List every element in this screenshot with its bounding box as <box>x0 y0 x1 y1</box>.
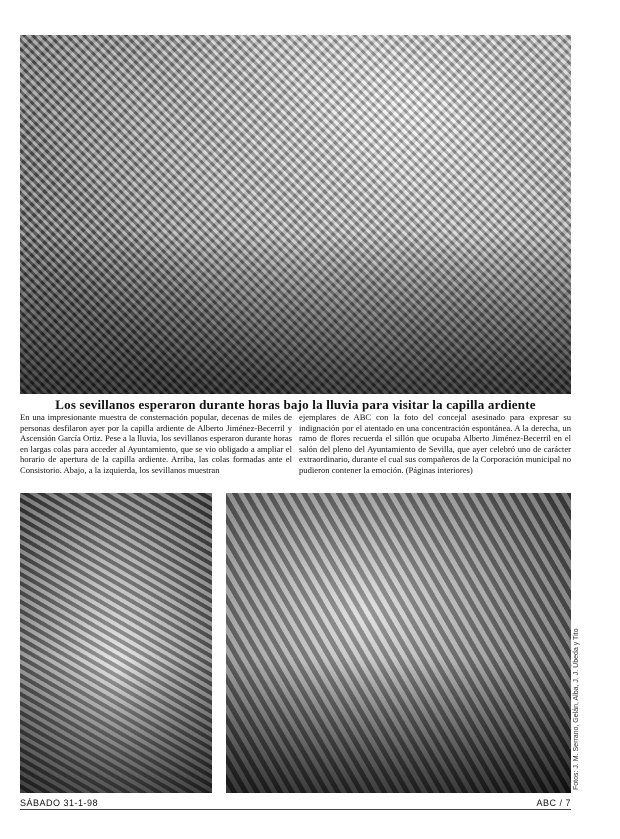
photo-credit: Fotos: J. M. Serrano, Gelán, Alba, J. J. Úbeda y Tito <box>573 628 580 790</box>
headline: Los sevillanos esperaron durante horas bajo la lluvia para visitar la capilla ardiente <box>55 397 536 412</box>
bottom-left-photo <box>20 493 212 793</box>
caption-column-left: En una impresionante muestra de consternación popular, decenas de miles de personas desfilaron ayer por la capilla ardiente de Alberto Jiménez-Becerril y Ascensión García Ortiz. Pese a la lluvia, los sevillanos esperaron durante horas en largas colas para acceder al Ayuntamiento, que se vio obligado a ampliar el horario de apertura de la capilla ardiente. Arriba, las colas formadas ante el Consistorio. Abajo, a la izquierda, los sevillanos muestran <box>20 412 292 475</box>
photo-shade <box>20 232 571 394</box>
top-photo <box>20 35 571 394</box>
photo-shade <box>20 658 212 793</box>
footer-rule <box>20 809 571 810</box>
bottom-right-photo <box>226 493 571 793</box>
caption-column-right: ejemplares de ABC con la foto del concejal asesinado para expresar su indignación por el atentado en una concentración espontánea. A la derecha, un ramo de flores recuerda el sillón que ocupaba Alberto Jiménez-Becerril en el salón del pleno del Ayuntamiento de Sevilla, que ayer celebró uno de carácter extraordinario, durante el cual sus compañeros de la Corporación municipal no pudieron contener la emoción. (Páginas interiores) <box>299 412 571 475</box>
footer-page-number: ABC / 7 <box>536 798 571 808</box>
photo-shade <box>226 658 571 793</box>
footer-date: SÁBADO 31-1-98 <box>20 798 99 808</box>
